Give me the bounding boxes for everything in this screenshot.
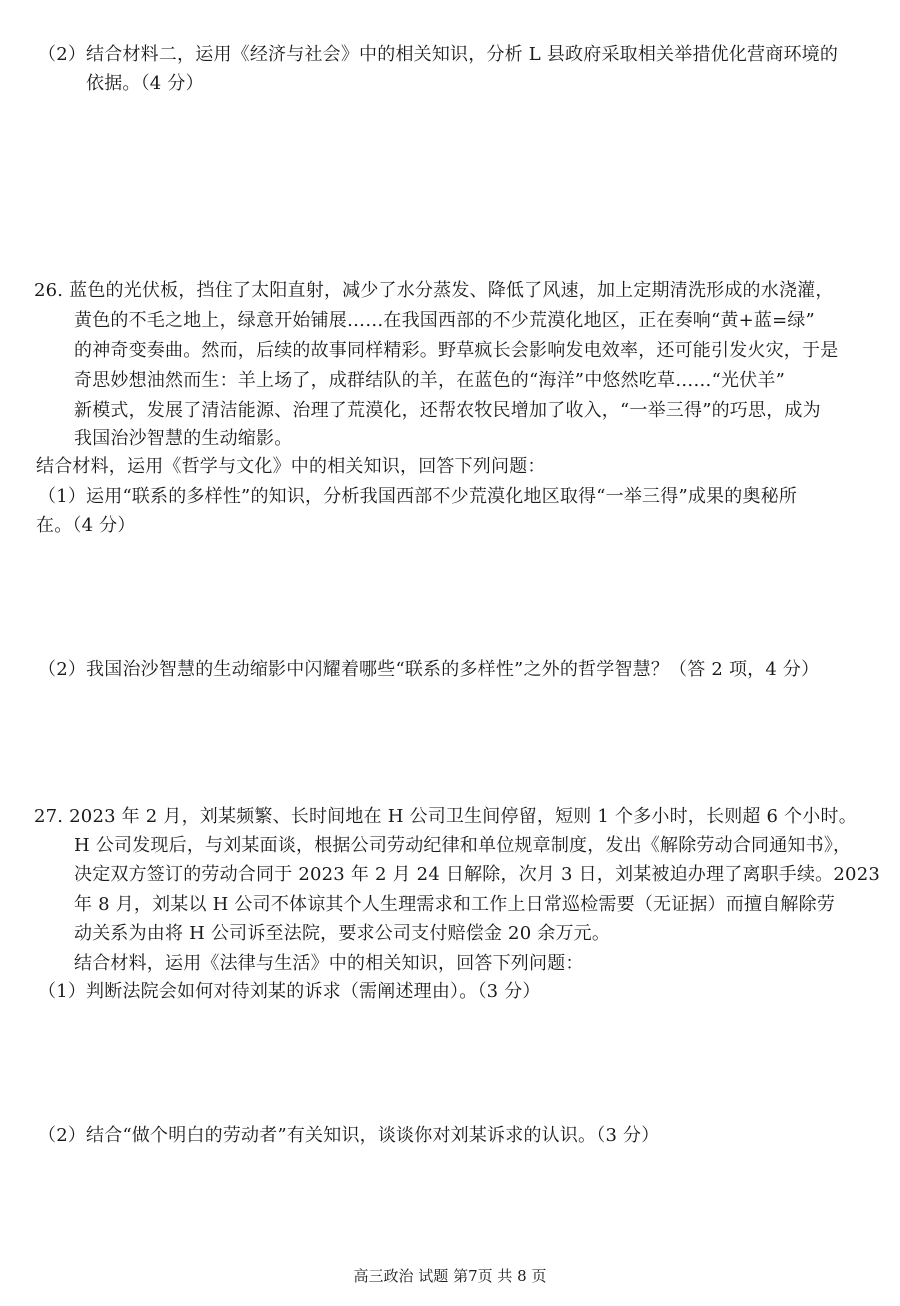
q26-part1-line2: 在。（4 分） [36,515,136,536]
q27-instruction: 结合材料，运用《法律与生活》中的相关知识，回答下列问题： [74,953,584,974]
q27-part1: （1）判断法院会如何对待刘某的诉求（需阐述理由）。（3 分） [38,981,541,1002]
q26-part1-line1: （1）运用“联系的多样性”的知识，分析我国西部不少荒漠化地区取得“一举三得”成果的奥秘所 [38,486,798,507]
q26-stem-line5: 新模式，发展了清洁能源、治理了荒漠化，还帮农牧民增加了收入，“一举三得”的巧思，成为 [74,400,821,421]
q26-part2: （2）我国治沙智慧的生动缩影中闪耀着哪些“联系的多样性”之外的哲学智慧？（答 2 项，4 分） [38,659,820,680]
q27-stem-line3: 决定双方签订的劳动合同于 2023 年 2 月 24 日解除，次月 3 日，刘某被迫办理了离职手续。2023 [74,864,880,885]
q26-stem-line2: 黄色的不毛之地上，绿意开始铺展……在我国西部的不少荒漠化地区，正在奏响“黄+蓝=绿” [74,310,815,331]
q26-stem-line6: 我国治沙智慧的生动缩影。 [74,428,293,449]
q26-stem-line3: 的神奇变奏曲。然而，后续的故事同样精彩。野草疯长会影响发电效率，还可能引发火灾，于是 [74,340,839,361]
q26-stem-line1: 26. 蓝色的光伏板，挡住了太阳直射，减少了水分蒸发、降低了风速，加上定期清洗形成的水浇灌， [34,280,834,301]
q27-stem-line4: 年 8 月，刘某以 H 公司不体谅其个人生理需求和工作上日常巡检需要（无证据）而擅自解除劳 [74,894,836,915]
q27-stem-line2: H 公司发现后，与刘某面谈，根据公司劳动纪律和单位规章制度，发出《解除劳动合同通知书》， [74,835,852,856]
q25-part2-line2: 依据。（4 分） [86,73,204,94]
page-footer: 高三政治 试题 第7页 共 8 页 [353,1267,547,1285]
q26-instruction: 结合材料，运用《哲学与文化》中的相关知识，回答下列问题： [36,456,546,477]
q25-part2-line1: （2）结合材料二，运用《经济与社会》中的相关知识，分析 L 县政府采取相关举措优化营商环境的 [38,44,839,65]
q27-part2: （2）结合“做个明白的劳动者”有关知识，谈谈你对刘某诉求的认识。（3 分） [38,1125,660,1146]
q26-stem-line4: 奇思妙想油然而生：羊上场了，成群结队的羊，在蓝色的“海洋”中悠然吃草……“光伏羊” [74,370,786,391]
q27-stem-line5: 动关系为由将 H 公司诉至法院，要求公司支付赔偿金 20 余万元。 [74,923,611,944]
q27-stem-line1: 27. 2023 年 2 月，刘某频繁、长时间地在 H 公司卫生间停留，短则 1 个多小时，长则超 6 个小时。 [34,806,857,827]
